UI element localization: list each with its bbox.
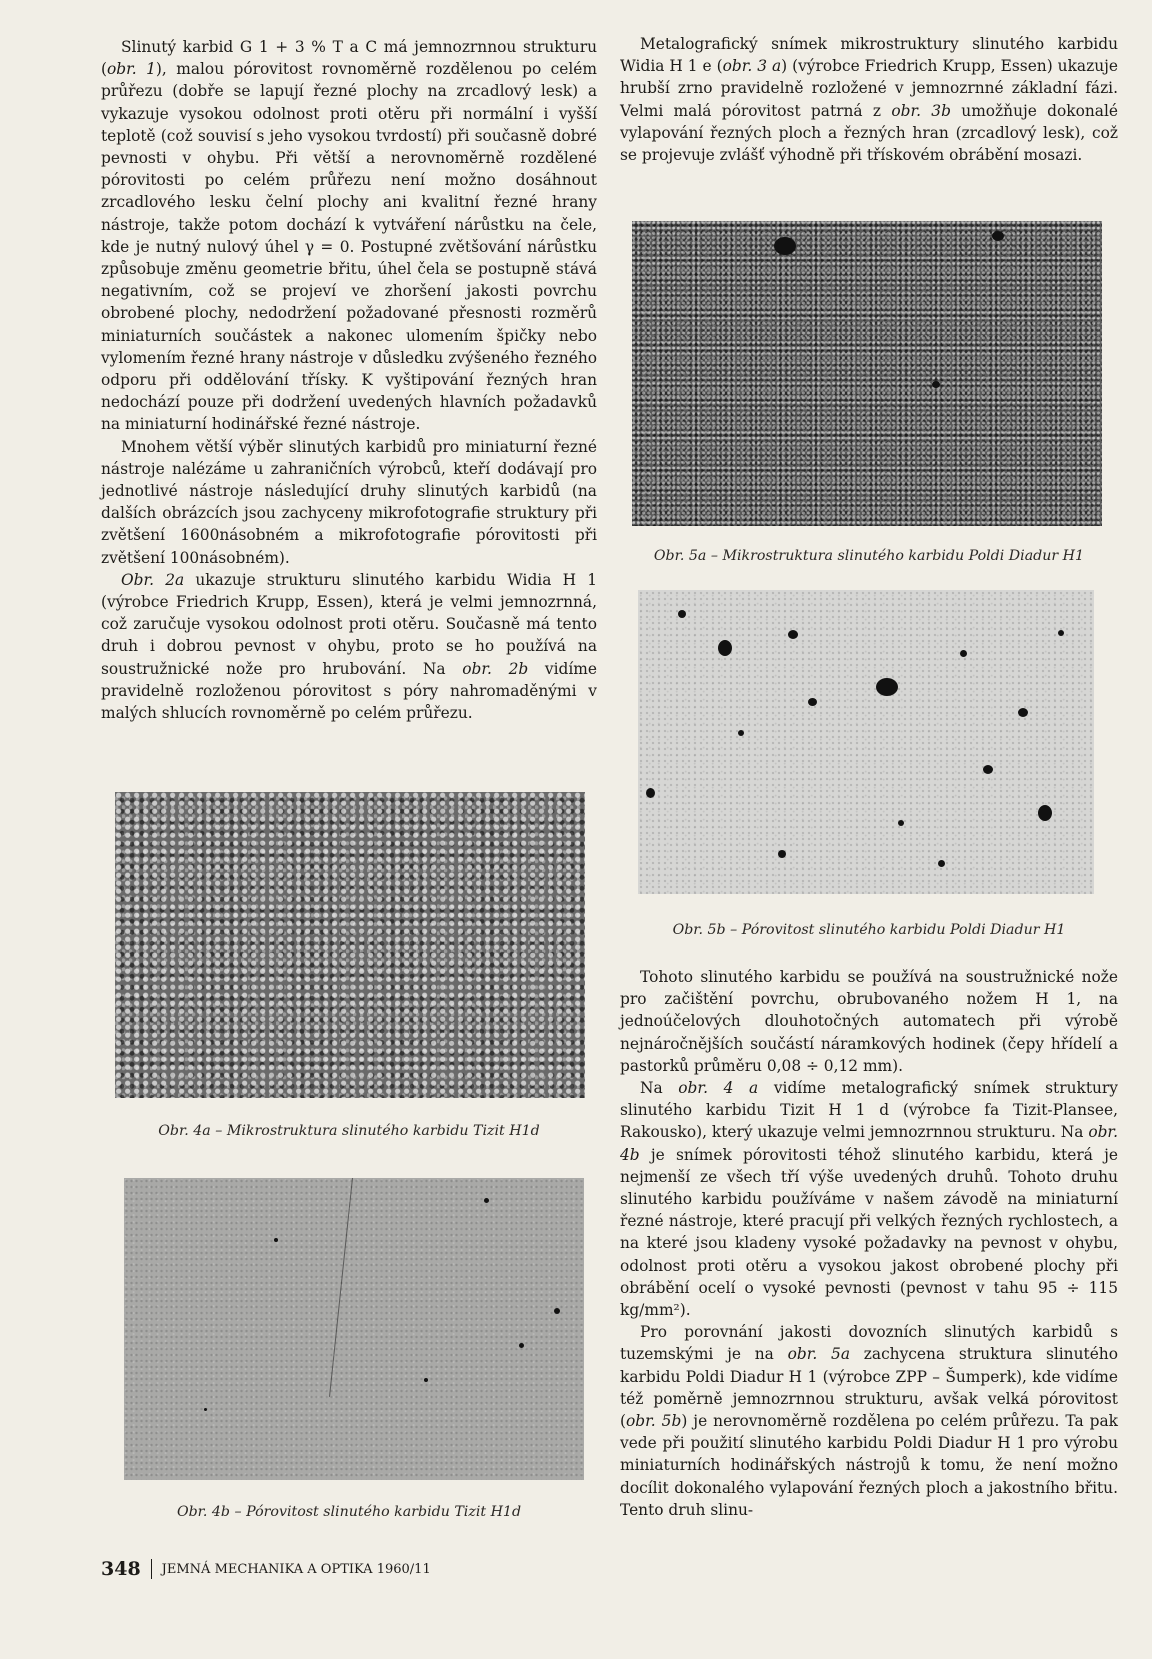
figure-5a-micrograph <box>632 221 1102 526</box>
page-footer <box>101 1558 431 1580</box>
figure-4a-micrograph <box>115 792 585 1098</box>
paragraph: Obr. 2a ukazuje strukturu slinutého karbidu Widia H 1 (výrobce Friedrich Krupp, Essen), která je velmi jemnozrnná, což zaručuje vysokou odolnost proti otěru. Současně má tento druh i dobrou pevnost v ohybu, proto se ho používá na soustružnické nože pro hrubování. Na obr. 2b vidíme pravidelně rozloženou pórovitost s póry nahromaděnými v malých shlucích rovnoměrně po celém průřezu. <box>101 570 597 723</box>
figure-4a-caption: Obr. 4a – Mikrostruktura slinutého karbidu Tizit H1d <box>158 1123 540 1139</box>
page-number: 348 <box>101 1558 141 1580</box>
paragraph: Tohoto slinutého karbidu se používá na soustružnické nože pro začištění povrchu, obrubovaného nožem H 1, na jednoúčelových dlouhotočných automatech při výrobě nejnáročnějších součástí náramkových hodinek (čepy hřídelí a pastorků průměru 0,08 ÷ 0,12 mm). <box>620 968 1118 1075</box>
left-text-column <box>101 36 597 724</box>
paragraph: Na obr. 4 a vidíme metalografický snímek struktury slinutého karbidu Tizit H 1 d (výrobce fa Tizit-Plansee, Rakousko), který ukazuje velmi jemnozrnnou strukturu. Na obr. 4b je snímek pórovitosti téhož slinutého karbidu, která je nejmenší ze všech tří výše uvedených druhů. Tohoto druhu slinutého karbidu používáme v našem závodě na miniaturní řezné nástroje, které pracují při velkých řezných rychlostech, a na které jsou kladeny vysoké požadavky na pevnost v ohybu, odolnost proti otěru a vysokou jakost obrobené plochy při obrábění ocelí o vysoké pevnosti (pevnost v tahu 95 ÷ 115 kg/mm²). <box>620 1079 1118 1320</box>
footer-divider <box>151 1559 152 1579</box>
journal-name: JEMNÁ MECHANIKA A OPTIKA 1960/11 <box>161 1561 431 1577</box>
paragraph: Pro porovnání jakosti dovozních slinutých karbidů s tuzemskými je na obr. 5a zachycena struktura slinutého karbidu Poldi Diadur H 1 (výrobce ZPP – Šumperk), kde vidíme též poměrně jemnozrnnou strukturu, avšak velká pórovitost (obr. 5b) je nerovnoměrně rozdělena po celém průřezu. Ta pak vede při použití slinutého karbidu Poldi Diadur H 1 pro výrobu miniaturních hodinářských nástrojů k tomu, že není možno docílit dokonalého vylapování řezných ploch a jakostního břitu. Tento druh slinu- <box>620 1323 1119 1519</box>
figure-5b-porosity <box>638 590 1094 894</box>
right-text-column-top <box>620 33 1118 166</box>
paragraph: Mnohem větší výběr slinutých karbidů pro miniaturní řezné nástroje nalézáme u zahraničních výrobců, kteří dodávají pro jednotlivé nástroje následující druhy slinutých karbidů (na dalších obrázcích jsou zachyceny mikrofotografie struktury při zvětšení 1600násobném a mikrofotografie pórovitosti při zvětšení 100násobném). <box>101 437 597 567</box>
paragraph: Metalografický snímek mikrostruktury slinutého karbidu Widia H 1 e (obr. 3 a) (výrobce Friedrich Krupp, Essen) ukazuje hrubší zrno pravidelně rozložené v jemnozrnné základní fázi. Velmi malá pórovitost patrná z obr. 3b umožňuje dokonalé vylapování řezných ploch a řezných hran (zrcadlový lesk), což se projevuje zvlášť výhodně při třískovém obrábění mosazi. <box>620 35 1118 165</box>
right-text-column-bottom <box>620 966 1118 1521</box>
figure-5b-caption: Obr. 5b – Pórovitost slinutého karbidu Poldi Diadur H1 <box>672 922 1066 938</box>
paragraph: Slinutý karbid G 1 + 3 % T a C má jemnozrnnou strukturu (obr. 1), malou pórovitost rovnoměrně rozdělenou po celém průřezu (dobře se lapují řezné plochy na zrcadlový lesk) a vykazuje vysokou odolnost proti otěru při normální i vyšší teplotě (což souvisí s jeho vysokou tvrdostí) při současně dobré pevnosti v ohybu. Při větší a nerovnoměrně rozdělené pórovitosti po celém průřezu není možno dosáhnout zrcadlového lesku čelní plochy ani kvalitní řezné hrany nástroje, takže potom dochází k vytváření nárůstku na čele, kde je nutný nulový úhel γ = 0. Postupné zvětšování nárůstku způsobuje změnu geometrie břitu, úhel čela se postupně stává negativním, což se projeví ve zhoršení jakosti povrchu obrobené plochy, nedodržení požadované přesnosti rozměrů miniaturních součástek a nakonec ulomením špičky nebo vylomením řezné hrany nástroje v důsledku zvýšeného řezného odporu při oddělování třísky. K vyštipování řezných hran nedochází pouze při dodržení uvedených hlavních požadavků na miniaturní hodinářské řezné nástroje. <box>101 38 597 434</box>
figure-4b-caption: Obr. 4b – Pórovitost slinutého karbidu Tizit H1d <box>176 1504 522 1520</box>
figure-4b-porosity <box>124 1178 584 1480</box>
figure-5a-caption: Obr. 5a – Mikrostruktura slinutého karbidu Poldi Diadur H1 <box>653 548 1085 564</box>
